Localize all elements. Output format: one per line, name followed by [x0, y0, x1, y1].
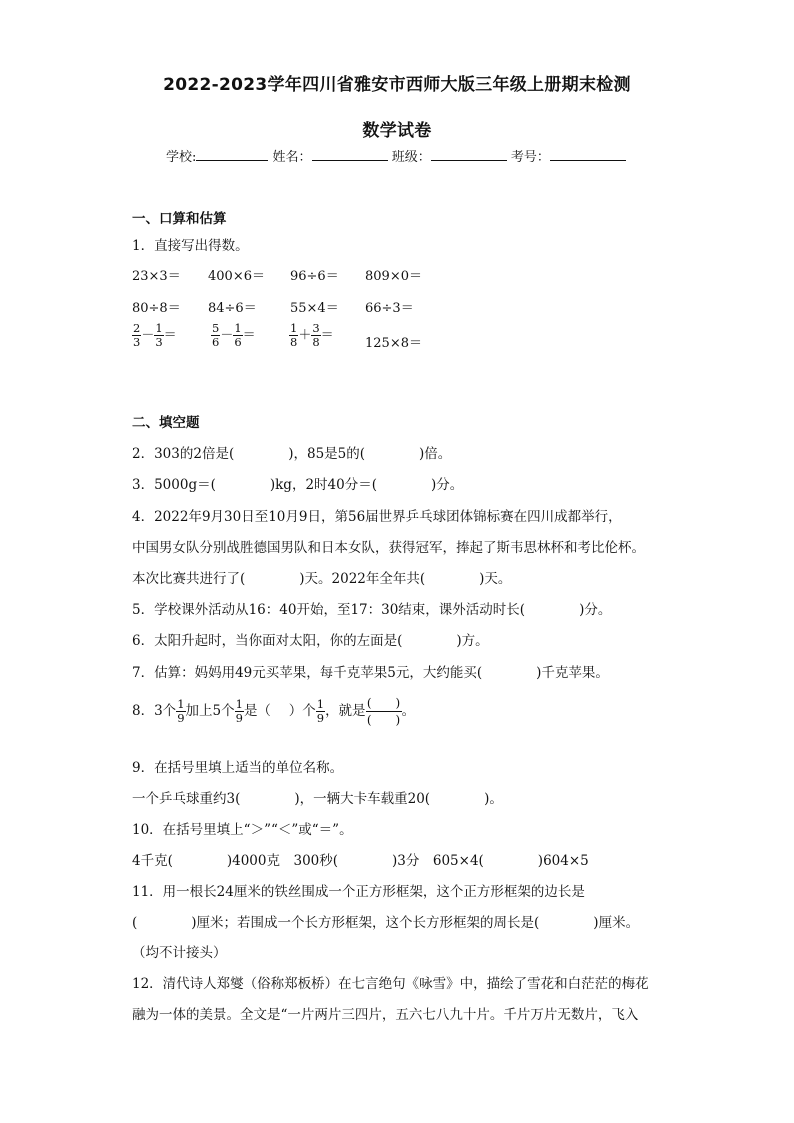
section-2-heading: 二、填空题	[132, 415, 200, 431]
question-3: 3．5000g＝( )kg，2时40分＝( )分。	[132, 477, 464, 493]
school-label: 学校:	[166, 150, 197, 165]
fraction-calc-item: $\frac{5}{6}$ － $\frac{1}{6}$ ＝	[212, 321, 256, 349]
question-6: 6．太阳升起时，当你面对太阳，你的左面是( )方。	[132, 633, 489, 649]
fraction: $\frac{3}{8}$	[312, 321, 320, 349]
calc-item: 66÷3＝	[365, 301, 414, 316]
question-11-line-3: （均不计接头）	[132, 945, 227, 961]
fraction: $\frac{1}{9}$	[177, 697, 185, 725]
question-9: 9．在括号里填上适当的单位名称。	[132, 760, 344, 776]
question-10: 10．在括号里填上“＞”“＜”或“＝”。	[132, 822, 353, 838]
calc-item: 84÷6＝	[208, 301, 257, 316]
school-blank[interactable]	[196, 146, 268, 161]
name-label: 姓名：	[272, 150, 312, 165]
fraction: $\frac{1}{3}$	[155, 321, 163, 349]
class-label: 班级：	[391, 150, 431, 165]
fraction: $\frac{2}{3}$	[133, 321, 141, 349]
fraction: $\frac{1}{9}$	[316, 697, 325, 725]
calc-item: 55×4＝	[290, 301, 339, 316]
exam-no-label: 考号：	[510, 150, 550, 165]
fraction: $\frac{5}{6}$	[212, 321, 220, 349]
calc-item: 23×3＝	[132, 269, 181, 284]
question-9-line-2: 一个乒乓球重约3( )，一辆大卡车载重20( )。	[132, 791, 503, 807]
question-4-line-2: 中国男女队分别战胜德国男队和日本女队，获得冠军，捧起了斯韦思林杯和考比伦杯。	[132, 540, 645, 556]
fraction: $\frac{1}{9}$	[235, 697, 243, 725]
calc-item: 80÷8＝	[132, 301, 181, 316]
fraction: $\frac{1}{8}$	[290, 321, 298, 349]
calc-item: 400×6＝	[208, 269, 265, 284]
question-5: 5．学校课外活动从16：40开始，至17：30结束，课外活动时长( )分。	[132, 602, 612, 618]
question-12-line-2: 融为一体的美景。全文是“一片两片三四片，五六七八九十片。千片万片无数片，飞入	[132, 1007, 639, 1023]
question-11: 11．用一根长24厘米的铁丝围成一个正方形框架，这个正方形框架的边长是	[132, 884, 585, 900]
question-12: 12．清代诗人郑燮（俗称郑板桥）在七言绝句《咏雪》中，描绘了雪花和白茫茫的梅花	[132, 976, 649, 992]
page-title: 2022-2023学年四川省雅安市西师大版三年级上册期末检测	[163, 75, 631, 95]
class-blank[interactable]	[431, 146, 507, 161]
name-blank[interactable]	[312, 146, 388, 161]
question-10-line-2: 4千克( )4000克 300秒( )3分 605×4( )604×5	[132, 853, 589, 869]
calc-item: 96÷6＝	[290, 269, 339, 284]
question-1: 1．直接写出得数。	[132, 238, 249, 254]
page-subtitle: 数学试卷	[362, 121, 432, 141]
question-4: 4．2022年9月30日至10月9日，第56届世界乒乓球团体锦标赛在四川成都举行，	[132, 509, 622, 525]
question-7: 7．估算：妈妈用49元买苹果，每千克苹果5元，大约能买( )千克苹果。	[132, 665, 609, 681]
question-2: 2．303的2倍是( )，85是5的( )倍。	[132, 446, 452, 462]
student-info-row	[166, 146, 626, 165]
question-11-line-2: ( )厘米；若围成一个长方形框架，这个长方形框架的周长是( )厘米。	[132, 915, 640, 931]
fraction-calc-item: $\frac{1}{8}$ ＋ $\frac{3}{8}$ ＝	[290, 321, 334, 349]
question-4-line-3: 本次比赛共进行了( )天。2022年全年共( )天。	[132, 571, 512, 587]
fraction-calc-item: $\frac{2}{3}$ － $\frac{1}{3}$ ＝	[133, 321, 177, 349]
exam-no-blank[interactable]	[550, 146, 626, 161]
question-8: 8．3个 $\frac{1}{9}$ 加上5个 $\frac{1}{9}$ 是（ ）个 $\frac{1}{9}$ ，就是 $\frac{( )}{( )}$ 。	[132, 696, 416, 727]
answer-fraction-blank[interactable]: $\frac{( )}{( )}$	[366, 696, 401, 727]
fraction: $\frac{1}{6}$	[234, 321, 242, 349]
section-1-heading: 一、口算和估算	[132, 211, 227, 227]
calc-item: 125×8＝	[365, 336, 422, 351]
calc-item: 809×0＝	[365, 269, 422, 284]
